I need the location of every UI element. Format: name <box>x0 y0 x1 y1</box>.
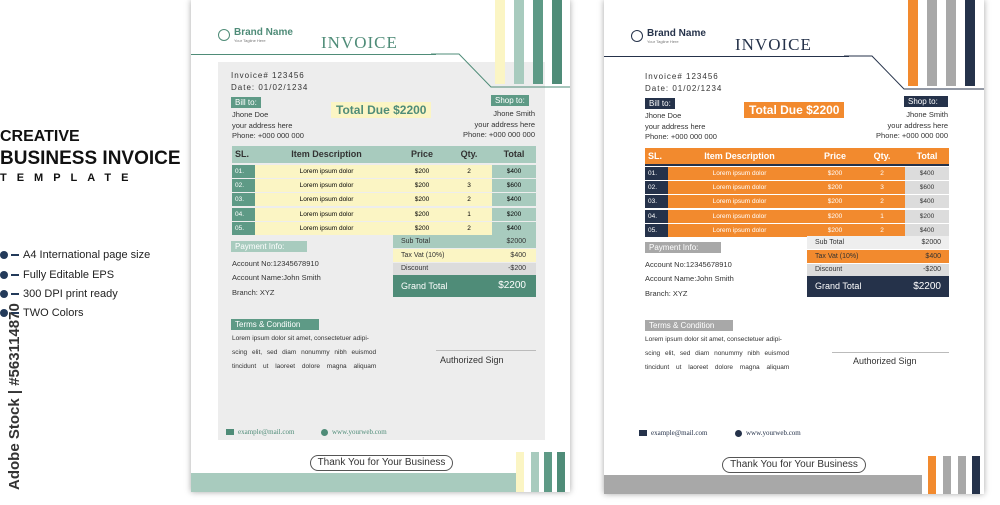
grand-total-row: Grand Total $2200 <box>807 276 949 297</box>
promo-title-line2: BUSINESS INVOICE <box>0 148 181 169</box>
subtotal-row: Sub Total $2000 <box>807 236 949 249</box>
authorized-sign: Authorized Sign <box>853 356 917 366</box>
bill-to-label: Bill to: <box>231 97 261 108</box>
footer-email: example@mail.com <box>226 428 294 436</box>
mail-icon <box>639 430 647 436</box>
table-row: 03. Lorem ipsum dolor $200 2 $400 <box>645 195 949 209</box>
header-description: Item Description <box>291 149 362 159</box>
footer-web: www.yourweb.com <box>321 428 387 436</box>
bullet-line-icon <box>11 254 19 256</box>
stripe <box>557 452 565 492</box>
tax-row: Tax Vat (10%) $400 <box>807 250 949 263</box>
header-total: Total <box>916 151 938 161</box>
header-sl: SL. <box>235 149 250 159</box>
brand-tagline: Your Tagline Here <box>234 38 266 43</box>
table-row: 01. Lorem ipsum dolor $200 2 $400 <box>645 166 949 180</box>
mail-icon <box>226 429 234 435</box>
header-total: Total <box>503 149 525 159</box>
header-qty: Qty. <box>873 151 891 161</box>
payment-info-label: Payment Info: <box>645 242 721 253</box>
table-row: 04. Lorem ipsum dolor $200 1 $200 <box>645 209 949 223</box>
account-number: Account No:12345678910 <box>232 259 319 268</box>
table-row: 02. Lorem ipsum dolor $200 3 $600 <box>232 178 536 192</box>
bill-address: your address here <box>645 122 706 131</box>
bullet-line-icon <box>11 274 19 276</box>
ship-name: Jhone Smith <box>906 110 948 119</box>
subtotal-row: Sub Total $2000 <box>393 235 536 248</box>
ship-phone: Phone: +000 000 000 <box>876 131 948 140</box>
stripe <box>972 456 980 494</box>
header-price: Price <box>823 151 847 161</box>
promo-title-line3: TEMPLATE <box>0 172 139 184</box>
terms-label: Terms & Condition <box>645 320 733 331</box>
stripe <box>958 456 966 494</box>
brand <box>218 27 293 43</box>
brand-name: Brand Name <box>647 28 706 39</box>
terms-line: scing elit, sed diam nonummy nibh euismod <box>645 350 790 357</box>
discount-row: Discount -$200 <box>807 264 949 276</box>
table-row: 01. Lorem ipsum dolor $200 2 $400 <box>232 164 536 178</box>
invoice-date: Date: 01/02/1234 <box>645 84 723 93</box>
header-rule <box>604 56 849 57</box>
terms-line: Lorem ipsum dolor sit amet, consectetuer adipi- <box>232 335 369 342</box>
terms-line: Lorem ipsum dolor sit amet, consectetuer adipi- <box>645 336 782 343</box>
brand-name: Brand Name <box>234 27 293 38</box>
total-due-badge: Total Due $2200 <box>744 102 844 118</box>
footer-band <box>604 475 922 494</box>
feature-item: A4 International page size <box>0 249 150 261</box>
thank-you-pill: Thank You for Your Business <box>722 457 866 473</box>
items-table-header <box>645 148 949 164</box>
signature-line <box>436 350 536 351</box>
stock-watermark-label: Adobe Stock | #563114870 <box>6 303 23 490</box>
account-name: Account Name:John Smith <box>645 274 734 283</box>
ship-phone: Phone: +000 000 000 <box>463 130 535 139</box>
header-qty: Qty. <box>460 149 478 159</box>
terms-line: scing elit, sed diam nonummy nibh euismod <box>232 349 377 356</box>
account-number: Account No:12345678910 <box>645 260 732 269</box>
terms-line: tincidunt ut laoreet dolore magna aliquam <box>645 364 790 371</box>
invoice-date: Date: 01/02/1234 <box>231 83 309 92</box>
table-row: 05. Lorem ipsum dolor $200 2 $400 <box>232 222 536 236</box>
invoice-title: INVOICE <box>321 33 398 52</box>
bill-phone: Phone: +000 000 000 <box>645 132 717 141</box>
header-rule <box>191 54 436 55</box>
footer-band <box>191 473 521 492</box>
header-description: Item Description <box>704 151 775 161</box>
footer-email: example@mail.com <box>639 429 707 437</box>
items-table-body <box>232 164 536 236</box>
total-due-badge: Total Due $2200 <box>331 102 431 118</box>
ship-address: your address here <box>887 121 948 130</box>
footer-web: www.yourweb.com <box>735 429 801 437</box>
feature-item: 300 DPI print ready <box>0 288 118 300</box>
bill-to-label: Bill to: <box>645 98 675 109</box>
globe-icon <box>735 430 742 437</box>
signature-line <box>832 352 949 353</box>
invoice-number: Invoice# 123456 <box>645 72 719 81</box>
items-table-body <box>645 166 949 237</box>
bill-name: Jhone Doe <box>645 111 682 120</box>
thank-you-pill: Thank You for Your Business <box>310 455 453 471</box>
table-row: 02. Lorem ipsum dolor $200 3 $600 <box>645 180 949 194</box>
bill-name: Jhone Doe <box>232 110 269 119</box>
table-row: 04. Lorem ipsum dolor $200 1 $200 <box>232 207 536 221</box>
tax-row: Tax Vat (10%) $400 <box>393 249 536 262</box>
header-rule-slope <box>431 53 570 89</box>
stripe <box>544 452 552 492</box>
stripe <box>928 456 936 494</box>
bullet-line-icon <box>11 293 19 295</box>
terms-label: Terms & Condition <box>231 319 319 330</box>
grand-total-row: Grand Total $2200 <box>393 275 536 297</box>
invoice-number: Invoice# 123456 <box>231 71 305 80</box>
ship-address: your address here <box>474 120 535 129</box>
shop-to-label: Shop to: <box>904 96 948 107</box>
branch: Branch: XYZ <box>232 288 275 297</box>
feature-item: TWO Colors <box>0 307 84 319</box>
feature-item: Fully Editable EPS <box>0 269 114 281</box>
invoice-green <box>191 0 570 492</box>
ship-name: Jhone Smith <box>493 109 535 118</box>
items-table-header <box>232 146 536 163</box>
table-row: 03. Lorem ipsum dolor $200 2 $400 <box>232 193 536 207</box>
payment-info-label: Payment Info: <box>231 241 307 252</box>
bullet-icon <box>0 251 8 259</box>
authorized-sign: Authorized Sign <box>440 355 504 365</box>
account-name: Account Name:John Smith <box>232 273 321 282</box>
terms-line: tincidunt ut laoreet dolore magna aliquam <box>232 363 377 370</box>
stripe <box>531 452 539 492</box>
stripe <box>516 452 524 492</box>
invoice-orange <box>604 0 984 494</box>
promo-title-line1: CREATIVE <box>0 128 80 145</box>
discount-row: Discount -$200 <box>393 263 536 275</box>
brand <box>631 28 706 44</box>
bill-phone: Phone: +000 000 000 <box>232 131 304 140</box>
stripe <box>943 456 951 494</box>
bullet-icon <box>0 271 8 279</box>
table-row: 05. Lorem ipsum dolor $200 2 $400 <box>645 223 949 237</box>
brand-logo-icon <box>218 29 230 41</box>
header-rule-slope <box>844 55 984 91</box>
bullet-icon <box>0 290 8 298</box>
header-price: Price <box>410 149 434 159</box>
bill-address: your address here <box>232 121 293 130</box>
header-sl: SL. <box>648 151 663 161</box>
branch: Branch: XYZ <box>645 289 688 298</box>
brand-logo-icon <box>631 30 643 42</box>
globe-icon <box>321 429 328 436</box>
brand-tagline: Your Tagline Here <box>647 39 679 44</box>
invoice-title: INVOICE <box>735 35 812 54</box>
shop-to-label: Shop to: <box>491 95 529 106</box>
